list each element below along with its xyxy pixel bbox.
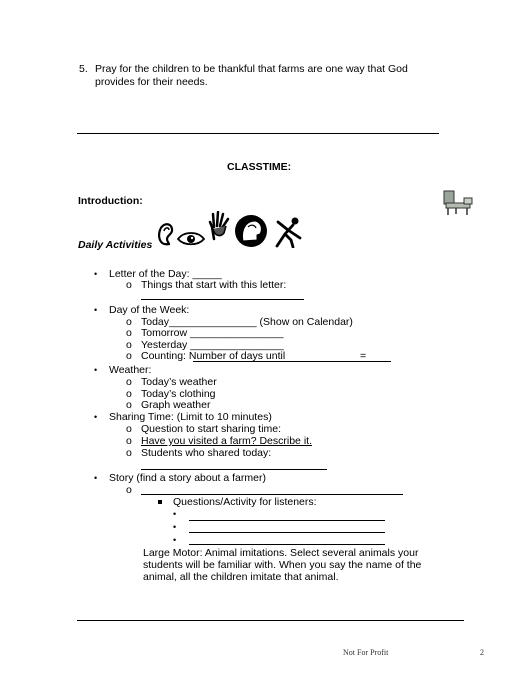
page-number: 2 [480, 648, 484, 657]
sharing-question-text: Question to start sharing time: [141, 423, 282, 435]
bullet: • [94, 473, 98, 483]
ear-icon [155, 220, 175, 248]
eye-icon [176, 231, 206, 247]
sub-bullet: o [126, 447, 132, 459]
large-motor-line-1: Large Motor: Animal imitations. Select several animals your [143, 547, 419, 559]
todays-clothing-text: Today’s clothing [141, 388, 216, 400]
large-motor-line-2: students will be familiar with. When you say the name of the [143, 559, 422, 571]
bullet: • [173, 535, 177, 545]
sub-bullet: o [126, 399, 132, 411]
sub-bullet: o [126, 435, 132, 447]
sharing-time-label: Sharing Time: (Limit to 10 minutes) [109, 411, 272, 423]
sub-bullet: o [126, 484, 132, 496]
todays-weather-text: Today’s weather [141, 376, 217, 388]
day-of-week-label: Day of the Week: [109, 304, 190, 316]
answer-line [189, 520, 385, 521]
classtime-heading: CLASSTIME: [227, 161, 292, 173]
story-title-line [141, 494, 403, 495]
sub-bullet: o [126, 423, 132, 435]
bullet: • [94, 412, 98, 422]
bullet: • [94, 305, 98, 315]
large-motor-line-3: animal, all the children imitate that animal. [143, 571, 339, 583]
today-text: Today_______________ (Show on Calendar) [141, 316, 353, 328]
sub-bullet: o [126, 350, 132, 362]
head-icon [233, 213, 271, 249]
letter-things-text: Things that start with this letter: [141, 279, 287, 291]
stretching-person-icon [273, 216, 303, 248]
bullet: • [94, 365, 98, 375]
sub-bullet: o [126, 376, 132, 388]
counting-equals: = [360, 350, 367, 362]
weather-label: Weather: [109, 364, 152, 376]
graph-weather-text: Graph weather [141, 399, 211, 411]
questions-activity-label: Questions/Activity for listeners: [173, 496, 317, 508]
answer-line [189, 532, 385, 533]
answer-line [189, 544, 385, 545]
prayer-line-1: Pray for the children to be thankful that farms are one way that God [95, 63, 408, 75]
prayer-line-2: provides for their needs. [95, 76, 208, 88]
hand-icon [208, 211, 232, 241]
sub-bullet: o [126, 279, 132, 291]
letter-of-day-label: Letter of the Day: _____ [109, 268, 222, 280]
counting-text: Counting: Number of days until [141, 350, 286, 362]
story-label: Story (find a story about a farmer) [109, 472, 266, 484]
sub-bullet: o [126, 316, 132, 328]
students-shared-text: Students who shared today: [141, 447, 272, 459]
prayer-number: 5. [79, 63, 88, 75]
answer-line [141, 469, 327, 470]
sub-bullet: o [126, 339, 132, 351]
divider-top [77, 133, 439, 134]
bullet: • [173, 509, 177, 519]
daily-activities-label: Daily Activities [78, 239, 153, 251]
bullet: • [173, 522, 177, 532]
chair-icon [442, 187, 476, 217]
tomorrow-text: Tomorrow ________________ [141, 327, 284, 339]
divider-bottom [77, 620, 464, 621]
answer-line [141, 299, 304, 300]
square-bullet [158, 500, 162, 504]
sub-bullet: o [126, 327, 132, 339]
sub-bullet: o [126, 388, 132, 400]
introduction-label: Introduction: [78, 195, 143, 207]
bullet: • [94, 269, 98, 279]
footer-text: Not For Profit [343, 648, 389, 657]
farm-question-text: Have you visited a farm? Describe it. [141, 435, 312, 447]
yesterday-text: Yesterday ________________ [141, 339, 284, 351]
